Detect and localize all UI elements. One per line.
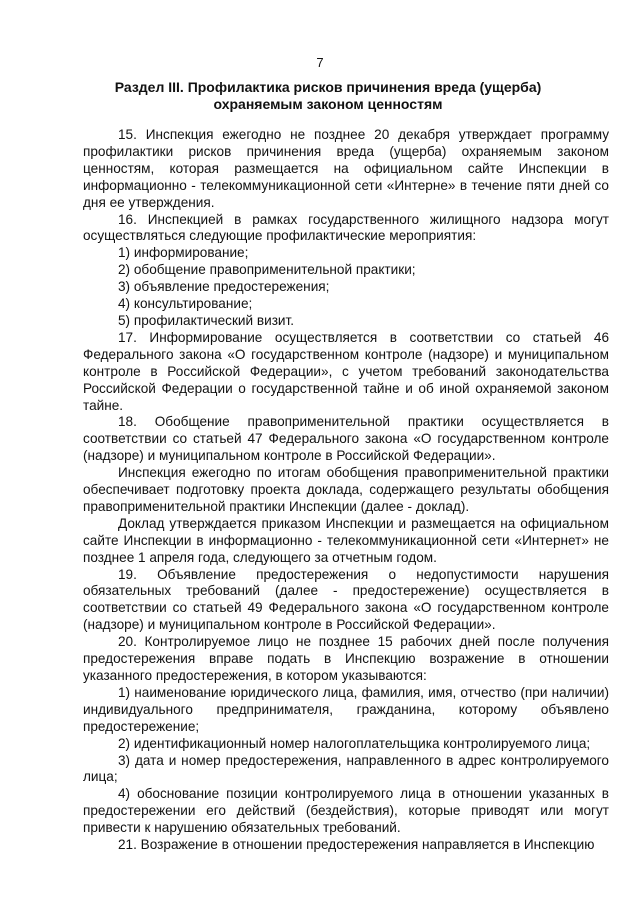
section-title: Раздел III. Профилактика рисков причинения вреда (ущерба) охраняемым законом ценностям: [114, 79, 542, 112]
paragraph-17: 17. Информирование осуществляется в соответствии со статьей 46 Федерального закона «О государственном контроле (надзоре) и муниципальном контроле в Российской Федерации», с учетом требований законодательства Российской Федерации о государственной тайне и об иной охраняемой законом тайне.: [83, 329, 609, 413]
objection-item: 2) идентификационный номер налогоплательщика контролируемого лица;: [118, 735, 591, 751]
list-item: 3) объявление предостережения;: [118, 279, 330, 295]
objection-item: 4) обоснование позиции контролируемого лица в отношении указанных в предостережении его действий (бездействия), которые приводят или могут привести к нарушению обязательных требований.: [83, 786, 609, 836]
paragraph-18-publication: Доклад утверждается приказом Инспекции и размещается на официальном сайте Инспекции в информационно - телекоммуникационной сети «Интернет» не позднее 1 апреля года, следующего за отчетным годом.: [83, 515, 609, 565]
paragraph-19: 19. Объявление предостережения о недопустимости нарушения обязательных требований (далее - предостережение) осуществляется в соответствии со статьей 49 Федерального закона «О государственном контроле (надзоре) и муниципальном контроле в Российской Федерации».: [83, 566, 609, 633]
list-item: 2) обобщение правоприменительной практики;: [118, 262, 416, 278]
paragraph-20: 20. Контролируемое лицо не позднее 15 рабочих дней после получения предостережения вправе подать в Инспекцию возражение в отношении указанного предостережения, в котором указываются:: [83, 634, 609, 683]
document-body: [83, 127, 609, 854]
list-item: 1) информирование;: [118, 245, 249, 261]
objection-item: 1) наименование юридического лица, фамилия, имя, отчество (при наличии) индивидуального предпринимателя, гражданина, которому объявлено предостережение;: [83, 684, 609, 734]
paragraph-15: 15. Инспекция ежегодно не позднее 20 декабря утверждает программу профилактики рисков причинения вреда (ущерба) охраняемым законом ценностям, которая размещается на официальном сайте Инспекции в информационно - телекоммуникационной сети «Интерне» в течение пяти дней со дня ее утверждения.: [83, 127, 609, 210]
paragraph-18-report: Инспекция ежегодно по итогам обобщения правоприменительной практики обеспечивает подготовку проекта доклада, содержащего результаты обобщения правоприменительной практики Инспекции (далее - доклад).: [83, 465, 609, 514]
page-number: 7: [316, 55, 324, 70]
paragraph-16: 16. Инспекцией в рамках государственного жилищного надзора могут осуществляться следующие профилактические мероприятия:: [83, 211, 609, 244]
list-item: 5) профилактический визит.: [118, 312, 295, 328]
objection-item: 3) дата и номер предостережения, направленного в адрес контролируемого лица;: [83, 752, 609, 785]
paragraph-18: 18. Обобщение правоприменительной практики осуществляется в соответствии со статьей 47 Федерального закона «О государственном контроле (надзоре) и муниципальном контроле в Российской Федерации».: [83, 414, 609, 464]
paragraph-21: 21. Возражение в отношении предостережения направляется в Инспекцию: [118, 837, 595, 853]
list-item: 4) консультирование;: [118, 296, 253, 312]
